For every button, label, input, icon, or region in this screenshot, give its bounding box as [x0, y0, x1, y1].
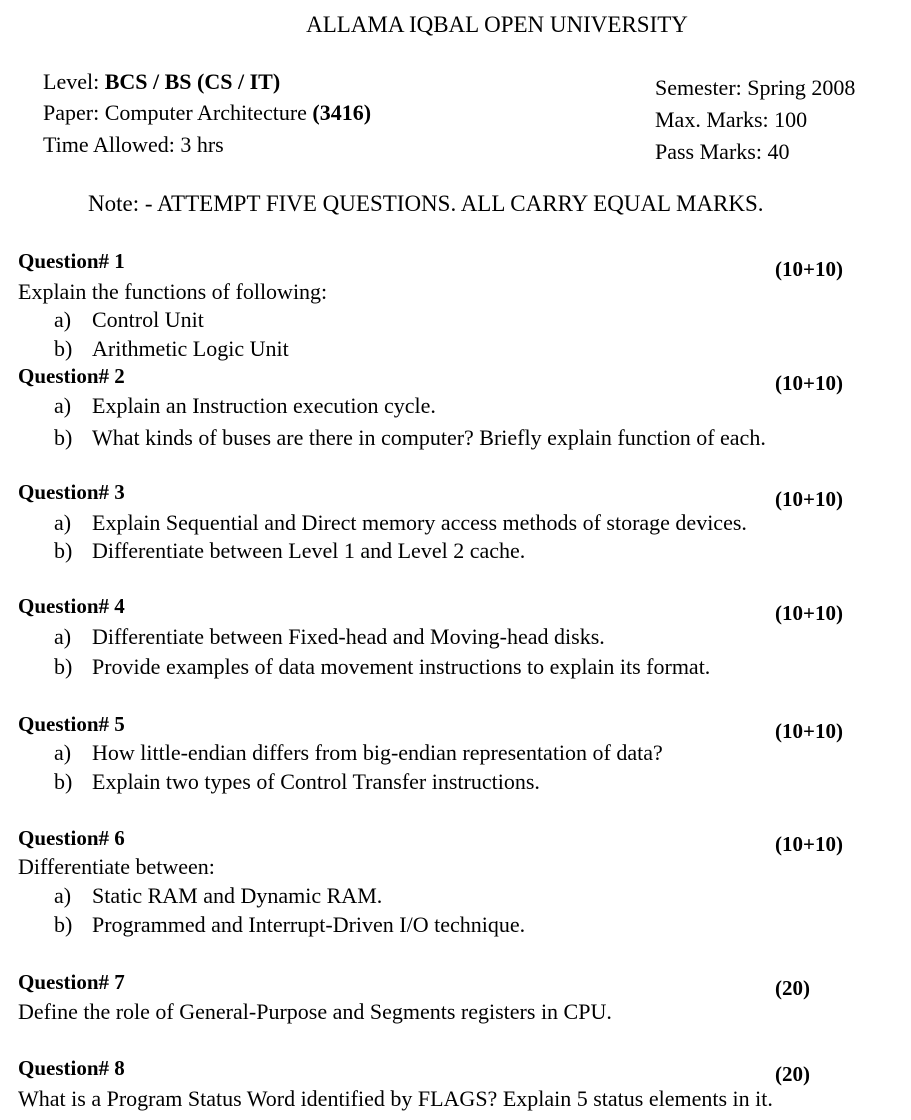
item-label: a) — [54, 624, 72, 649]
item-label: b) — [54, 336, 73, 361]
level-value: BCS / BS (CS / IT) — [104, 69, 281, 94]
semester: Semester: Spring 2008 — [655, 75, 856, 100]
question-2-item-b — [54, 427, 766, 449]
question-7-title: Question# 7 — [18, 970, 125, 994]
paper-line — [43, 102, 371, 124]
question-6-marks: (10+10) — [775, 832, 843, 856]
level-line — [43, 71, 280, 93]
item-text: Control Unit — [92, 307, 204, 332]
item-text: Static RAM and Dynamic RAM. — [92, 883, 383, 908]
item-text: Differentiate between Level 1 and Level 2 cache. — [92, 538, 526, 563]
question-4-marks: (10+10) — [775, 601, 843, 625]
university-title: ALLAMA IQBAL OPEN UNIVERSITY — [306, 12, 688, 37]
item-label: b) — [54, 425, 73, 450]
question-6-title: Question# 6 — [18, 826, 125, 850]
item-label: b) — [54, 654, 73, 679]
question-7-marks: (20) — [775, 976, 810, 1000]
question-1-marks: (10+10) — [775, 257, 843, 281]
question-2-marks: (10+10) — [775, 371, 843, 395]
pass-marks: Pass Marks: 40 — [655, 139, 790, 164]
question-2-title: Question# 2 — [18, 364, 125, 388]
question-3-item-a — [54, 512, 747, 534]
level-label: Level: — [43, 69, 100, 94]
item-text: Explain Sequential and Direct memory access methods of storage devices. — [92, 510, 747, 535]
item-label: b) — [54, 538, 73, 563]
question-5-item-a — [54, 742, 663, 764]
item-label: a) — [54, 307, 72, 332]
question-4-title: Question# 4 — [18, 594, 125, 618]
time-allowed: Time Allowed: 3 hrs — [43, 132, 224, 157]
item-text: Provide examples of data movement instructions to explain its format. — [92, 654, 711, 679]
question-1-title: Question# 1 — [18, 249, 125, 273]
item-label: a) — [54, 740, 72, 765]
item-text: Arithmetic Logic Unit — [92, 336, 289, 361]
question-5-title: Question# 5 — [18, 712, 125, 736]
question-4-item-b — [54, 656, 710, 678]
paper-label: Paper: Computer Architecture — [43, 100, 307, 125]
question-4-item-a — [54, 626, 605, 648]
item-text: Explain an Instruction execution cycle. — [92, 393, 436, 418]
item-label: a) — [54, 883, 72, 908]
item-text: Differentiate between Fixed-head and Moving-head disks. — [92, 624, 605, 649]
question-3-title: Question# 3 — [18, 480, 125, 504]
item-text: How little-endian differs from big-endian representation of data? — [92, 740, 663, 765]
item-text: What kinds of buses are there in computer? Briefly explain function of each. — [92, 425, 766, 450]
instructions-note: Note: - ATTEMPT FIVE QUESTIONS. ALL CARRY EQUAL MARKS. — [88, 191, 764, 216]
question-6-item-a — [54, 885, 382, 907]
question-6-intro: Differentiate between: — [18, 854, 215, 879]
question-1-intro: Explain the functions of following: — [18, 279, 328, 304]
question-8-marks: (20) — [775, 1062, 810, 1086]
paper-code: (3416) — [312, 100, 372, 125]
question-6-item-b — [54, 914, 525, 936]
question-2-item-a — [54, 395, 436, 417]
question-5-item-b — [54, 771, 540, 793]
question-3-marks: (10+10) — [775, 487, 843, 511]
item-text: Programmed and Interrupt-Driven I/O technique. — [92, 912, 526, 937]
item-label: b) — [54, 912, 73, 937]
item-label: a) — [54, 393, 72, 418]
question-8-text: What is a Program Status Word identified by FLAGS? Explain 5 status elements in it. — [18, 1086, 773, 1111]
question-5-marks: (10+10) — [775, 719, 843, 743]
question-8-title: Question# 8 — [18, 1056, 125, 1080]
question-1-item-b — [54, 338, 289, 360]
item-label: a) — [54, 510, 72, 535]
item-text: Explain two types of Control Transfer instructions. — [92, 769, 540, 794]
question-1-item-a — [54, 309, 204, 331]
item-label: b) — [54, 769, 73, 794]
question-3-item-b — [54, 540, 525, 562]
question-7-text: Define the role of General-Purpose and Segments registers in CPU. — [18, 999, 612, 1024]
max-marks: Max. Marks: 100 — [655, 107, 808, 132]
